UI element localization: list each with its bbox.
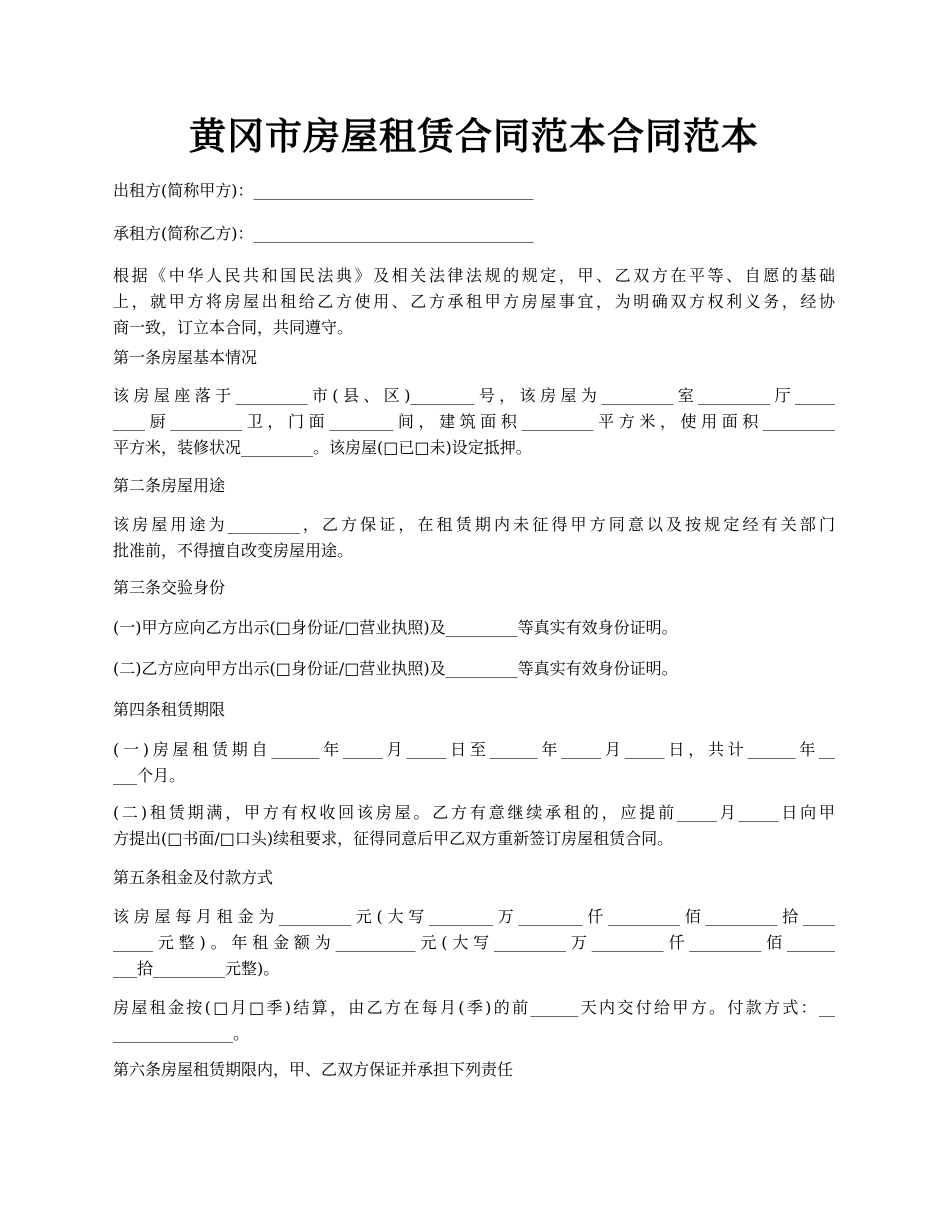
preamble-line: 商一致，订立本合同，共同遵守。	[113, 318, 354, 337]
article1-line: 该房屋座落于_________市(县、区)________号，该房屋为_________室_________厅_____	[113, 386, 835, 405]
article5-heading	[113, 865, 835, 891]
article4-item1-line: (一)房屋租赁期自______年_____月_____日至______年_____月_____日，共计______年__	[113, 740, 835, 759]
article3-heading-text: 第三条交验身份	[113, 578, 226, 597]
article3-item1	[113, 615, 835, 641]
preamble-line: 根据《中华人民共和国民法典》及相关法律法规的规定，甲、乙双方在平等、自愿的基础	[113, 266, 835, 285]
article4-item2-line: 方提出(□书面/□口头)续租要求，征得同意后甲乙双方重新签订房屋租赁合同。	[113, 829, 674, 848]
article3-item2	[113, 656, 835, 682]
preamble-paragraph	[113, 263, 835, 341]
article2-body	[113, 512, 835, 564]
article6-heading-text: 第六条房屋租赁期限内，甲、乙双方保证并承担下列责任	[113, 1060, 514, 1079]
article5-body1	[113, 904, 835, 982]
article4-item2-line: (二)租赁期满，甲方有权收回该房屋。乙方有意继续承租的，应提前_____月_____日向甲	[113, 803, 835, 822]
article3-heading	[113, 575, 835, 601]
article4-item1	[113, 737, 835, 789]
article4-heading-text: 第四条租赁期限	[113, 700, 226, 719]
article2-line: 批准前，不得擅自改变房屋用途。	[113, 541, 354, 560]
article5-line: _______________。	[113, 1024, 250, 1043]
article1-line: 平方米，装修状况_________。该房屋(□已□未)设定抵押。	[113, 438, 532, 457]
article1-line: ____厨_________卫，门面________间，建筑面积_________平方米，使用面积_________	[113, 412, 835, 431]
lessor-text: 出租方(简称甲方)：___________________________________	[113, 181, 534, 200]
article4-heading	[113, 697, 835, 723]
article5-body2	[113, 995, 835, 1047]
document-title: 黄冈市房屋租赁合同范本合同范本	[189, 114, 759, 158]
article3-item1-text: (一)甲方应向乙方出示(□身份证/□营业执照)及_________等真实有效身份证明。	[113, 618, 678, 637]
lessor-line	[113, 178, 835, 204]
preamble-line: 上，就甲方将房屋出租给乙方使用、乙方承租甲方房屋事宜，为明确双方权利义务，经协	[113, 292, 835, 311]
article2-line: 该房屋用途为_________，乙方保证，在租赁期内未征得甲方同意以及按规定经有关部门	[113, 515, 835, 534]
article5-line: _____元整)。年租金额为__________元(大写_________万_________仟_________佰______	[113, 933, 835, 952]
article2-heading-text: 第二条房屋用途	[113, 476, 226, 495]
article5-heading-text: 第五条租金及付款方式	[113, 868, 274, 887]
lessee-line	[113, 221, 835, 247]
article1-body	[113, 383, 835, 461]
article5-line: 房屋租金按(□月□季)结算，由乙方在每月(季)的前______天内交付给甲方。付款方式：__	[113, 998, 835, 1017]
lessee-text: 承租方(简称乙方)：___________________________________	[113, 224, 534, 243]
article5-line: 该房屋每月租金为_________元(大写________万________仟_________佰_________拾____	[113, 907, 835, 926]
article6-heading	[113, 1057, 835, 1083]
article2-heading	[113, 473, 835, 499]
article4-item2	[113, 800, 835, 852]
article3-item2-text: (二)乙方应向甲方出示(□身份证/□营业执照)及_________等真实有效身份证明。	[113, 659, 678, 678]
article4-item1-line: ___个月。	[113, 766, 186, 785]
article5-line: ___拾_________元整)。	[113, 959, 280, 978]
article1-heading-text: 第一条房屋基本情况	[113, 348, 258, 367]
article1-heading	[113, 345, 835, 371]
